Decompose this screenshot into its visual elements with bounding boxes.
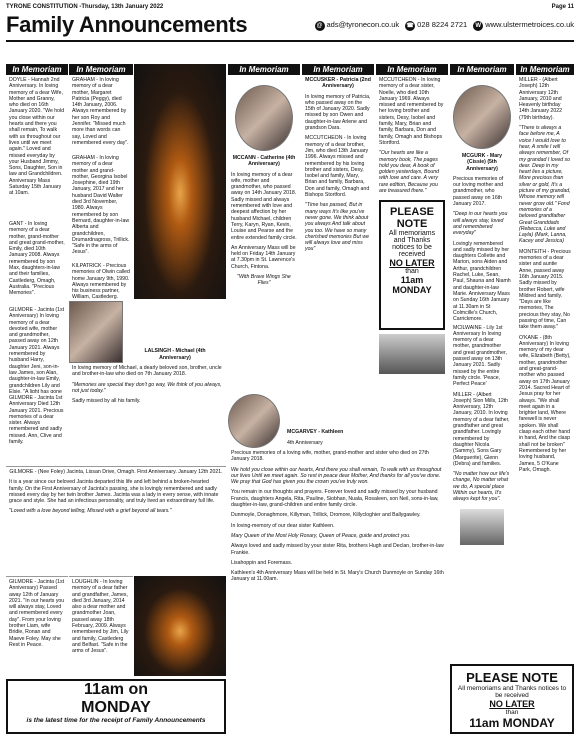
- section-header: In Memoriam: [376, 64, 448, 75]
- page-header: [6, 12, 574, 38]
- announcements-grid: [6, 64, 574, 734]
- email-icon: @: [315, 21, 325, 31]
- header-rule: [6, 40, 574, 42]
- notice-graham: GRAHAM - In loving memory of a dear mother, Margaret Patricia (Peggy), died 14th January, 2006. Always remembered by her son Roy and Jennifer. "Missed much more than words can say, Loved and remembered every day".: [72, 77, 129, 146]
- phone-contact[interactable]: ☎ 028 8224 2721: [406, 19, 468, 29]
- contact-bar: [315, 20, 575, 31]
- notice-gilmore-2: GILMORE - Jacinta 1st Anniversary Died 12th January 2021. Precious memories of a dear sister. Always remembered and sadly missed. Ann, Clive and family.: [9, 395, 64, 446]
- notice-loughlin: LOUGHLIN - In loving memory of a dear father and grandfather, James, died 3rd January, 2014 also a dear mother and grandmother Joan, passed away 18th February, 2009. Always remembered by Jim, Lily and family, Castlederg and Belfast. "Safe in the arms of Jesus".: [69, 576, 133, 677]
- notice-graham-2: GRAHAM - In loving memory of a dear mother and grand-mother, Georgina Isobel Josephine, died 19th January, 2017 and her husband David Walter died 3rd November, 1980. Always remembered by son Bernard, daughter-in-law Alberta and grandchildren, Drumardnagross, Trillick. "Safe in the arms of Jesus".: [72, 155, 130, 256]
- please-note-small: PLEASE NOTE All memoriams and Thanks notices to be received NO LATER than 11am MONDAY: [379, 200, 445, 330]
- column-4: In Memoriam MCCANN - Catherine (4th Anniversary) In loving memory of a dear wife, mother and grandmother, who passed away on 14th January 2018. Sadly missed and always remembered with love and deepest affection by her husband Michael, children Terry, Karyn, Ryan, Kevin, Louise and Pearse and the entire extended family circle. An Anniversary Mass will be held on Friday 14th January at 7.30pm in St. Lawrence's Church, Fintona. "With Brave Wings She Flies": [228, 64, 300, 464]
- page-title: Family Announcements: [6, 12, 248, 37]
- deadline-notice: 11am on MONDAY is the latest time for the receipt of Family Announcements: [6, 679, 226, 734]
- page-number: Page 11: [551, 4, 574, 10]
- portrait-photo: [69, 301, 123, 363]
- column-7: In Memoriam MCGURK - Mary (Cissie) (5th Anniversary) Precious memories of our loving mother and grandmother, who passed away on 16th January 2017. "Deep in our hearts you will always stay, loved and remembered everyday" Lovingly remembered and sadly missed by her daughters Collette and Marion, sons Aiden and Arthur, grandchildren Rachel, Luke, Sean, Paul, Shauna and Niamh and daughter-in-law Marie. Anniversary Mass on Sunday 16th January at 11.30am in St Colmcille's Church, Carrickmore. MCILWAINE - Lily 1st Anniversary In loving memory of a dear mother, grandmother and great grandmother, passed away on 13th January 2021. Sadly missed by the entire family circle. 'Peace, Perfect Peace' MILLER - (Albert Joseph) Sion Mills, 12th Anniversary, 12th January, 2010. In loving memory of a dear father, grandfather and great grandfather. Lovingly remembered by daughter Nicola (Sammy), Sons Gary (Marguerite), Glenn (Debra) and families. "No matter how our life's change, No matter what we do, A special place Within our hearts, It's always kept for you".: [450, 64, 514, 734]
- web-contact[interactable]: W www.ulstermetroices.co.uk: [473, 20, 574, 31]
- candle-image: [134, 64, 226, 299]
- notice-gant: GANT - In loving memory of a dear mother, grand-mother and great grand-mother, Emily, died 10th January 2008. Always remembered by son Max, daughters-in-law and their families, Castlederg, Omagh, Australia. "Precious Memories".: [9, 221, 65, 297]
- email-contact[interactable]: @ ads@tyronecon.co.uk: [315, 20, 400, 31]
- section-header: In Memoriam: [516, 64, 574, 75]
- web-icon: W: [473, 21, 483, 31]
- notice-lalsingh: LALSINGH - Michael (4th Anniversary) In loving memory of Michael, a dearly beloved son, brother, uncle and brother-in-law who died on 7th January 2018. "Memories are special they don't go way, We think of you always, not just today." Sadly missed by all his family.: [69, 301, 226, 461]
- paper-title: TYRONE CONSTITUTION -Thursday, 13th January 2022: [6, 4, 164, 10]
- bible-image: [460, 509, 504, 545]
- page-topline: [6, 2, 574, 12]
- notice-gilmore-3: GILMORE - (Nee Foley) Jacinta, Lissan Drive, Omagh. First Anniversary. January 12th 2021. It is a year since our beloved Jacinta departed this life and left behind a broken-hearted family. On the First Anniversary of Jacinta's passing, she is lovingly remembered and sadly missed every day by her twin brother James. Jacinta was a lady in every sense, with innate grace and style. She had an infectious personality, and truly lived an extraordinary full life. "Loved with a love beyond telling, Missed with a grief beyond all tears.": [6, 466, 226, 577]
- notice-kilpatrick: KILPATRICK - Precious memories of Olwin called home January 9th, 1990. Always remembered by his business partner, William, Castlederg.: [72, 263, 130, 301]
- section-header: In Memoriam: [228, 64, 300, 75]
- column-5: In Memoriam MCCUSKER - Patricia (2nd Anniversary) In loving memory of Patricia, who passed away on the 15th of January 2020. Sadly missed by son Owen and daughter-in-law Arlene and grandson Dara. MCCUTCHEON - In loving memory of a dear brother, Jim, who died 13th January 1996. Always missed and remembered by his loving brother and sisters, Desy, Isobel and family, Mary, Brian and family, Barbara, Don and family, Omagh and Bishops Stortford. "Time has passed, But in many ways It's like you've never gone. We think about you always And talk about you too. We have so many cherished memories But we will always love and miss you": [302, 64, 374, 314]
- section-header: In Memoriam: [69, 64, 133, 75]
- notice-gilmore-4: GILMORE - Jacinta (1st Anniversary) Passed away 12th of January 2021. "In our hearts you will always stay, Loved and remembered every day". From your loving brother Liam, wife Bridie, Ronan and Maeve Foley. May she Rest in Peace.: [6, 576, 68, 677]
- column-8: In Memoriam MILLER - (Albert Joseph) 12th Anniversary 12th January, 2010 and Heavenly birthday 14th January 2022 (79th birthday). "There is always a face before me, A voice I would love to hear, A smile I will always remember, Of my grandad I loved so dear. Deep in my heart lies a picture, More precious than silver or gold, It's a picture of my grandad, Whose memory will never grow old." Fond memories of a beloved grandfather Great Granddads (Rebecca, Luke and Layla) (Mark, Lanna, Kacey and Jessica) MONTEITH - Precious memories of a dear sister and auntie Anne, passed away 16th January 2015. Sadly missed by brother Robert, wife Mildred and family. "Days are like memories, The precious they stay, No passing of time, Can take them away." O'KANE - (8th Anniversary) In loving memory of my dear wife, Elizabeth (Betty), mother, grandmother and great-grand-mother who passed away on 17th January 2014. Sacred Heart of Jesus pray for her always. "We shall meet again in a brighter land, Where farewell is never spoken. We shall clasp each other hand in hand, And the clasp shall not be broken" Remembered by her loving husband, James, 5 O'Kane Park, Omagh.: [516, 64, 574, 734]
- bible-image: [379, 334, 445, 374]
- phone-icon: ☎: [406, 22, 414, 29]
- notice-doyle: DOYLE - Hannah 2nd Anniversary. In loving memory of a dear Wife, Mother and Granny, who died on 16th January 2020. "We hold you close within our hearts and there you shall remain, To walk with us throughout our lives until we meet again." Loved and missed everyday by your Husband Jimmy, Sons, Daughter, Son in law and Grandchildren. Anniversary Mass Saturday 15th January at 10am.: [9, 77, 65, 197]
- section-header: In Memoriam: [302, 64, 374, 75]
- notice-gilmore-1: GILMORE - Jacinta (1st Anniversary) In loving memory of a dear devoted wife, mother and grandmother, passed away on 12th January 2021. Always remembered by husband Harry, daughter Jeni, son-in-law James, son Alan, daughter-in-law Emily, grandchildren Lily and Elsie. "A light has gone: [9, 307, 65, 393]
- section-header: In Memoriam: [6, 64, 68, 75]
- portrait-photo: [235, 85, 293, 151]
- portrait-photo: [228, 394, 280, 448]
- column-6: In Memoriam MCCUTCHEON - In loving memory of a dear sister, Noelle, who died 10th January 1969. Always missed and remembered by her loving brother and sisters, Desy, Isobel and family, Mary, Brian and family, Barbara, Don and family, Omagh and Bishops Stortford. "Our hearts are like a memory book, The pages hold you dear, A book of golden yesterdays, Bound with love and care. A very rare edition, Because you are treasured there." PLEASE NOTE All memoriams and Thanks notices to be received NO LATER than 11am MONDAY: [376, 64, 448, 464]
- candle-image: [134, 576, 226, 676]
- notice-mcgarvey: MCGARVEY - Kathleen 4th Anniversary Precious memories of a loving wife, mother, grand-mother and sister who died on 27th January 2018. We hold you close within our hearts, And there you shall remain, To walk with us throughout our lives Until we meet again. So rest in peace dear Mother, And thanks for all you've done. We pray that God has given you the crown you've truly won. You remain in our thoughts and prayers. Forever loved and sadly missed by your husband Francis, daughters Angela, Rita, Pauline, Siobhan, Nuala, Rosaleen, son Neil, sons-in-law, daughter-in-law, grand-children and entire family circle. Dunmoyle, Donaghmore, Killyman, Trillick, Dromore, Killycloghier and Ballygawley. In loving-memory of our dear sister Kathleen. Mary Queen of the Most Holy Rosary, Queen of Peace, guide and protect you. Always loved and sadly missed by your sister Rita, brothers Hugh and Declan, brother-in-law Frankie. Lisahoppin and Foremass. Kathleen's 4th Anniversary Mass will be held in St. Mary's Church Dunmoyle on Sunday 16th January at 11.00am.: [228, 394, 448, 734]
- section-header: In Memoriam: [450, 64, 514, 75]
- portrait-photo: [453, 85, 511, 149]
- please-note-big: PLEASE NOTE All memoriams and Thanks notices to be received NO LATER than 11am MONDAY: [450, 664, 574, 734]
